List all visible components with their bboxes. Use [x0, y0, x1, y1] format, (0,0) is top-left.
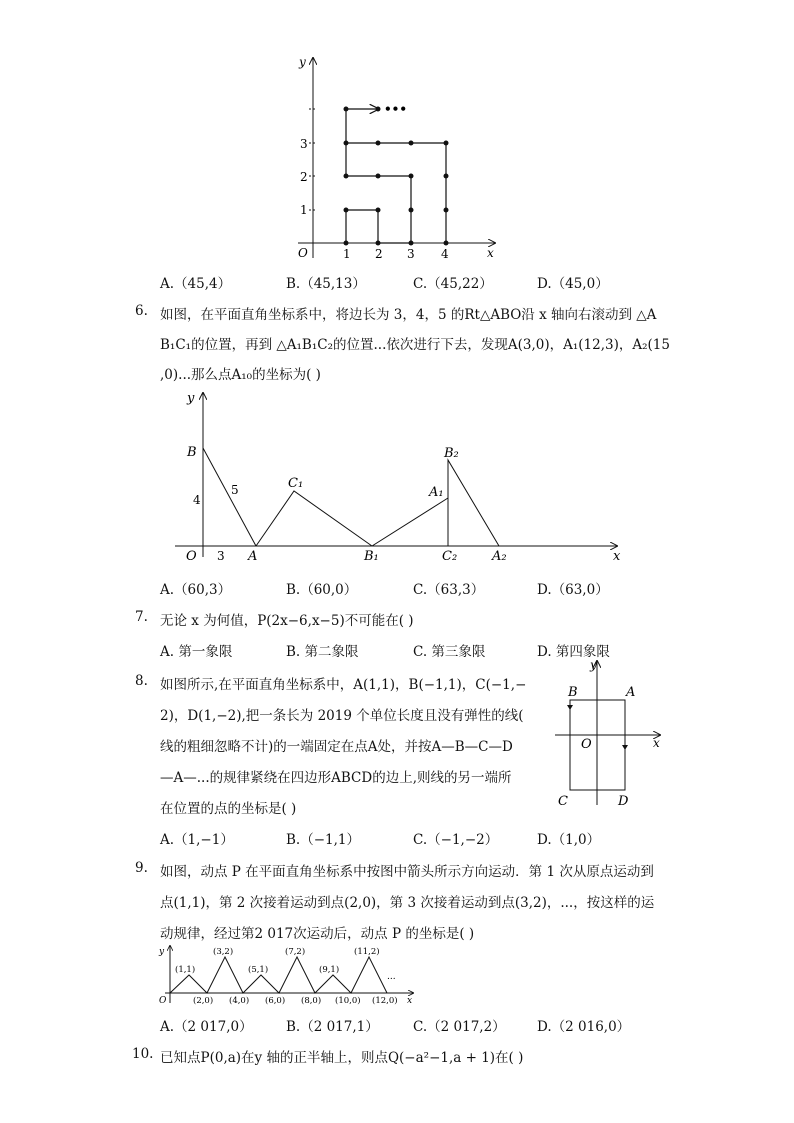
q9-option-c[interactable]: C.（2 017,2）: [413, 1019, 506, 1035]
q6-option-c[interactable]: C.（63,3）: [413, 582, 485, 598]
q8-option-d[interactable]: D.（1,0）: [537, 832, 601, 848]
triangle-abo: [203, 448, 256, 546]
q6-line-3: ,0)...那么点A₁₀的坐标为( ): [160, 367, 321, 383]
q6-option-d[interactable]: D.（63,0）: [537, 582, 609, 598]
top-label-3: (5,1): [248, 965, 269, 975]
label-a: A: [626, 685, 636, 700]
q6-figure: [170, 385, 630, 565]
x-tick-1: 1: [343, 247, 351, 261]
top-label-6: (11,2): [354, 947, 380, 957]
bottom-label-1: (2,0): [193, 996, 214, 1006]
bottom-label-4: (8,0): [301, 996, 322, 1006]
q6-line-1: 如图，在平面直角坐标系中，将边长为 3，4，5 的Rt△ABO沿 x 轴向右滚动到 △A: [160, 307, 657, 323]
bottom-label-3: (6,0): [265, 996, 286, 1006]
q8-option-c[interactable]: C.（−1,−2）: [413, 832, 499, 848]
y-axis-label: y: [159, 947, 165, 957]
q7-option-c[interactable]: C. 第三象限: [413, 644, 486, 660]
q5-figure: [280, 50, 510, 265]
q7-text: 无论 x 为何值，P(2x−6,x−5)不可能在( ): [160, 613, 414, 629]
label-3: 3: [217, 549, 225, 563]
x-axis-label: x: [407, 996, 413, 1006]
q9-option-b[interactable]: B.（2 017,1）: [286, 1019, 379, 1035]
top-label-4: (7,2): [285, 947, 306, 957]
origin-label: O: [581, 737, 592, 752]
x-axis-label: x: [653, 736, 660, 750]
q6-option-a[interactable]: A.（60,3）: [160, 582, 232, 598]
label-b: B: [568, 685, 578, 700]
label-c: C: [558, 794, 568, 809]
y-axis-label: y: [590, 658, 597, 672]
x-tick-2: 2: [375, 247, 383, 261]
q6-number: 6.: [135, 303, 148, 319]
q6-option-b[interactable]: B.（60,0）: [286, 582, 358, 598]
triangle-a1b1c2: [372, 498, 448, 546]
q5-option-b[interactable]: B.（45,13）: [286, 276, 366, 292]
bottom-label-2: (4,0): [229, 996, 250, 1006]
q9-line-1: 如图，动点 P 在平面直角坐标系中按图中箭头所示方向运动．第 1 次从原点运动到: [160, 864, 654, 880]
label-c2: C₂: [442, 549, 458, 564]
continuation-dots: •••: [384, 102, 408, 116]
label-b: B: [187, 445, 197, 460]
origin-label: O: [298, 246, 308, 260]
q8-line-1: 如图所示,在平面直角坐标系中，A(1,1)，B(−1,1)，C(−1,−: [160, 677, 527, 693]
spiral-top: [346, 109, 378, 143]
label-a1: A₁: [429, 485, 444, 500]
q10-text: 已知点P(0,a)在y 轴的正半轴上，则点Q(−a²−1,a + 1)在( ): [160, 1050, 524, 1066]
label-5: 5: [231, 483, 239, 497]
top-label-1: (1,1): [175, 965, 196, 975]
x-tick-4: 4: [441, 247, 449, 261]
top-label-2: (3,2): [213, 947, 234, 957]
q7-option-b[interactable]: B. 第二象限: [286, 644, 359, 660]
q9-line-2: 点(1,1)，第 2 次接着运动到点(2,0)，第 3 次接着运动到点(3,2)，...，按这样的运: [160, 895, 655, 911]
y-tick-2: 2: [300, 170, 308, 184]
triangle-a2b2c2: [448, 460, 499, 546]
q8-line-5: 在位置的点的坐标是( ): [160, 801, 297, 817]
y-axis-label: y: [187, 391, 195, 406]
x-axis-label: x: [613, 549, 621, 564]
triangle-ab1c1: [256, 491, 372, 546]
q5-option-a[interactable]: A.（45,4）: [160, 276, 232, 292]
label-a2: A₂: [492, 549, 507, 564]
spiral-path: [346, 143, 446, 243]
label-d: D: [618, 794, 629, 809]
q6-line-2: B₁C₁的位置，再到 △A₁B₁C₂的位置...依次进行下去，发现A(3,0)，A₁(12,3)，A₂(15: [160, 337, 670, 353]
top-label-5: (9,1): [319, 965, 340, 975]
q8-option-a[interactable]: A.（1,−1）: [160, 832, 234, 848]
bottom-label-5: (10,0): [335, 996, 361, 1006]
q9-option-a[interactable]: A.（2 017,0）: [160, 1019, 253, 1035]
x-axis-label: x: [487, 246, 494, 260]
q8-line-4: —A—...的规律紧绕在四边形ABCD的边上,则线的另一端所: [160, 770, 512, 786]
q5-option-d[interactable]: D.（45,0）: [537, 276, 609, 292]
label-4: 4: [193, 493, 201, 507]
q7-number: 7.: [135, 609, 148, 625]
q10-number: 10.: [132, 1046, 154, 1062]
label-a: A: [248, 549, 258, 564]
y-axis-label: y: [299, 55, 306, 69]
y-tick-1: 1: [300, 203, 308, 217]
q5-option-c[interactable]: C.（45,22）: [413, 276, 493, 292]
q8-line-2: 2)，D(1,−2),把一条长为 2019 个单位长度且没有弹性的线(: [160, 708, 524, 724]
origin-label: O: [159, 996, 167, 1006]
q9-figure: [155, 943, 420, 1007]
label-b1: B₁: [364, 549, 379, 564]
q9-number: 9.: [135, 860, 148, 876]
y-tick-3: 3: [300, 137, 308, 151]
origin-label: O: [186, 549, 197, 564]
q8-line-3: 线的粗细忽略不计)的一端固定在点A处，并按A—B—C—D: [160, 739, 513, 755]
q9-line-3: 动规律，经过第2 017次运动后，动点 P 的坐标是( ): [160, 926, 475, 942]
continuation-dots: ...: [387, 972, 396, 982]
q7-option-d[interactable]: D. 第四象限: [537, 644, 610, 660]
bottom-label-6: (12,0): [372, 996, 398, 1006]
label-b2: B₂: [444, 446, 459, 461]
label-c1: C₁: [288, 476, 304, 491]
x-tick-3: 3: [407, 247, 415, 261]
q8-figure: [550, 655, 670, 810]
q7-option-a[interactable]: A. 第一象限: [160, 644, 233, 660]
q8-number: 8.: [135, 673, 148, 689]
zigzag-path: [170, 957, 387, 993]
q9-option-d[interactable]: D.（2 016,0）: [537, 1019, 631, 1035]
q8-option-b[interactable]: B.（−1,1）: [286, 832, 360, 848]
